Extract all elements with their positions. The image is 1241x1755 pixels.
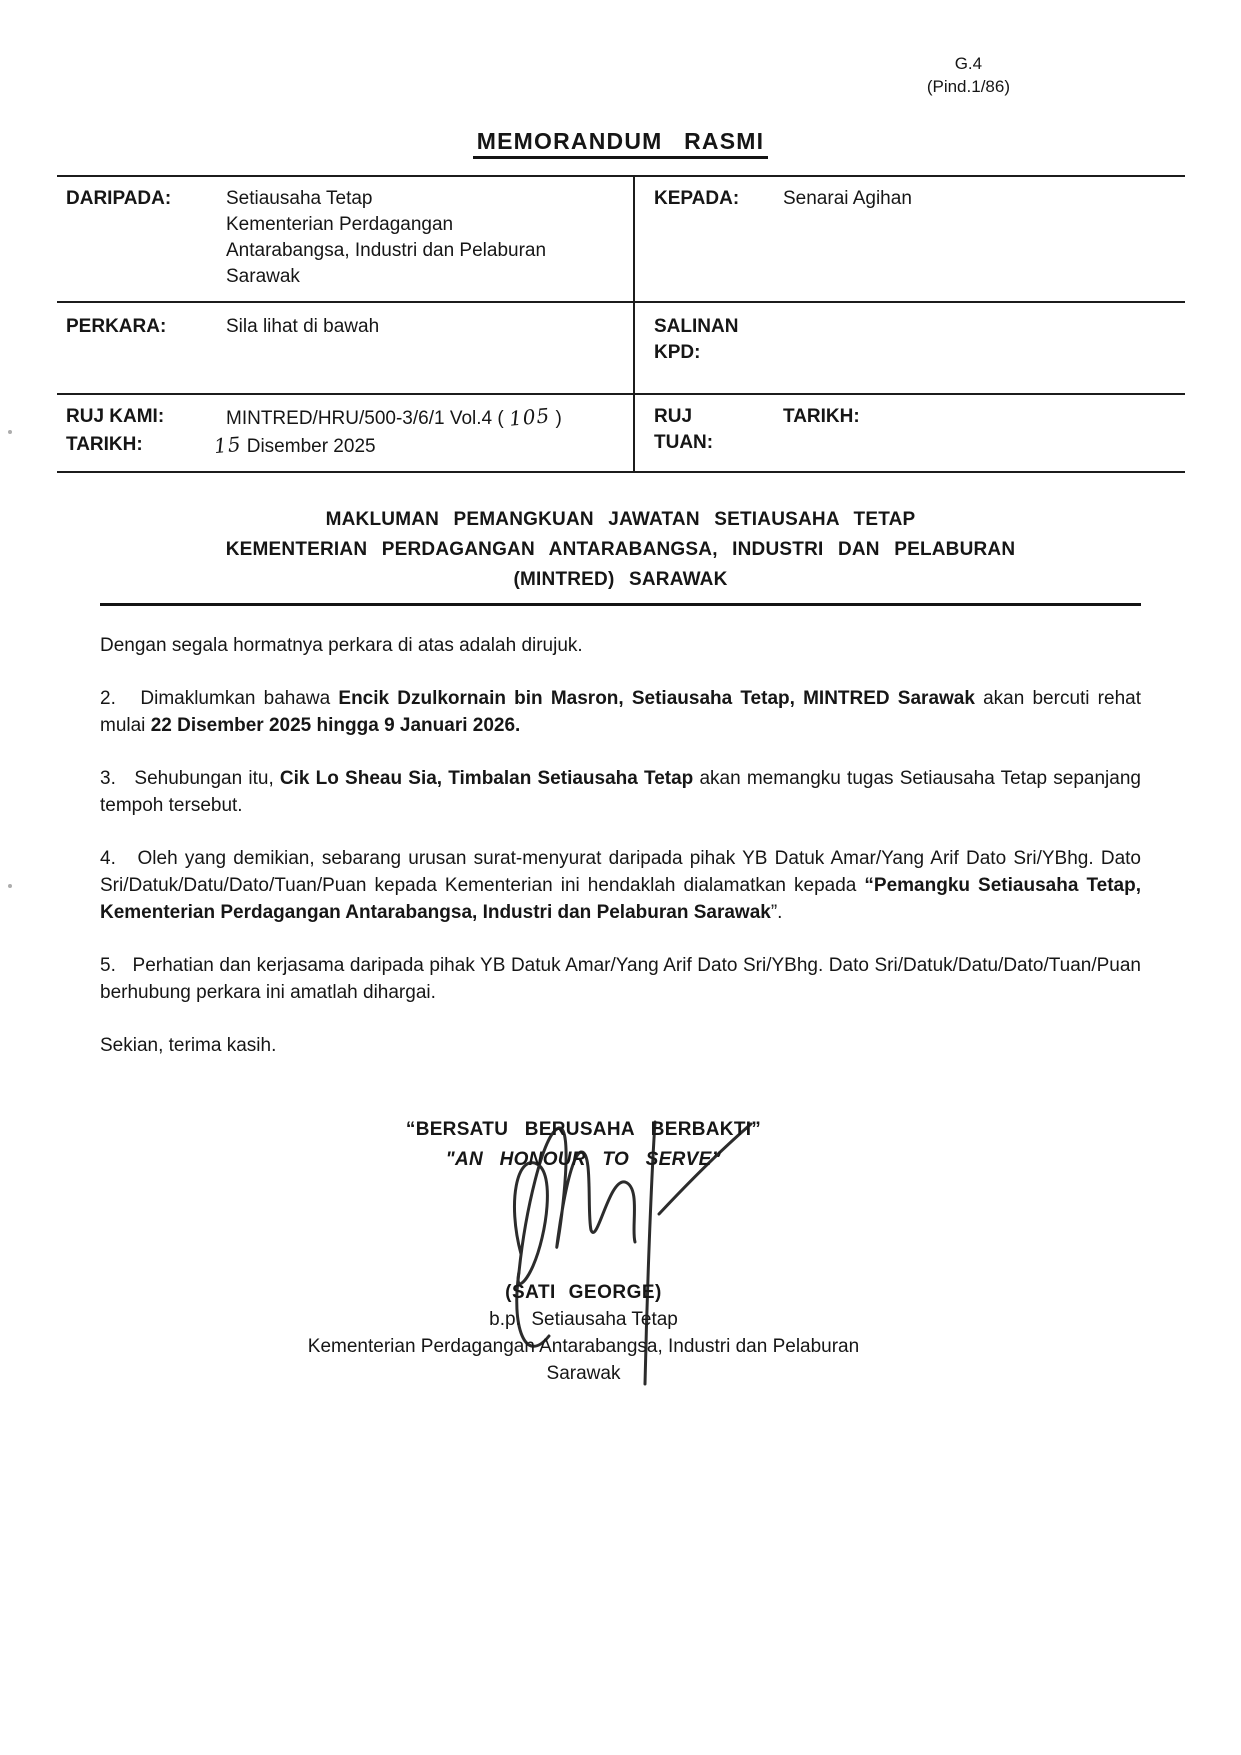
ruj-kami-value (226, 404, 627, 432)
salinan-label-line2: KPD: (654, 342, 701, 363)
subject-line: KEMENTERIAN PERDAGANGAN ANTARABANGSA, INDUSTRI DAN PELABURAN (225, 539, 1016, 560)
row-ruj-tarikh (57, 395, 1185, 471)
kepada-value: Senarai Agihan (783, 188, 912, 209)
ruj-kami-printed: MINTRED/HRU/500-3/6/1 Vol.4 ( (226, 408, 504, 429)
scan-artifact-dot (8, 430, 12, 434)
paragraph-2: 2. Dimaklumkan bahawa Encik Dzulkornain bin Masron, Setiausaha Tetap, MINTRED Sarawak akan bercuti rehat mulai 22 Disember 2025 hingga 9 Januari 2026. (100, 688, 1141, 736)
cell-daripada (57, 177, 633, 301)
kepada-label: KEPADA: (654, 188, 740, 209)
tarikh-value (214, 432, 627, 460)
ruj-tuan-line1: RUJ (654, 406, 693, 427)
tarikh-right-label: TARIKH: (783, 406, 860, 427)
motto-block (63, 1115, 1104, 1175)
form-revision: (Pind.1/86) (926, 77, 1010, 96)
daripada-line: Sarawak (226, 266, 300, 287)
daripada-label: DARIPADA: (66, 188, 172, 209)
signatory-name: (SATI GEORGE) (505, 1282, 662, 1303)
row-perkara-salinan (57, 303, 1185, 395)
signatory-org-line2: Sarawak (546, 1363, 621, 1384)
ruj-kami-suffix: ) (555, 408, 562, 429)
signatory-bp-line: b.p. Setiausaha Tetap (489, 1309, 678, 1330)
salinan-label-line1: SALINAN (654, 316, 739, 337)
signatory-org-line1: Kementerian Perdagangan Antarabangsa, Industri dan Pelaburan (307, 1336, 860, 1357)
ruj-kami-handwritten-number: 105 (508, 403, 552, 431)
motto-english: "AN HONOUR TO SERVE” (445, 1149, 722, 1170)
subject-line: MAKLUMAN PEMANGKUAN JAWATAN SETIAUSAHA TETAP (325, 509, 916, 530)
letter-body (100, 505, 1141, 1387)
daripada-line: Kementerian Perdagangan (226, 214, 454, 235)
subject-heading (100, 505, 1141, 606)
subject-line: (MINTRED) SARAWAK (513, 569, 728, 590)
signature-block (63, 1279, 1104, 1387)
cell-kepada (633, 177, 1185, 301)
tarikh-label: TARIKH: (66, 434, 143, 455)
daripada-line: Setiausaha Tetap (226, 188, 373, 209)
scan-artifact-dot (8, 884, 12, 888)
page-title: MEMORANDUM RASMI (473, 128, 768, 159)
paragraph-3: 3. Sehubungan itu, Cik Lo Sheau Sia, Timbalan Setiausaha Tetap akan memangku tugas Setiausaha Tetap sepanjang tempoh tersebut. (100, 768, 1141, 816)
paragraph-1: Dengan segala hormatnya perkara di atas adalah dirujuk. (100, 635, 583, 656)
form-code-block (927, 52, 1010, 98)
motto-malay: “BERSATU BERUSAHA BERBAKTI” (405, 1119, 762, 1140)
cell-ruj-tuan (633, 395, 1185, 471)
closing-line: Sekian, terima kasih. (100, 1035, 277, 1056)
daripada-value (226, 186, 627, 290)
daripada-line: Antarabangsa, Industri dan Pelaburan (226, 240, 547, 261)
tarikh-handwritten-day: 15 (213, 431, 243, 459)
row-daripada-kepada (57, 177, 1185, 303)
ruj-kami-label: RUJ KAMI: (66, 406, 165, 427)
cell-salinan (633, 303, 1185, 393)
ruj-tuan-label (654, 404, 783, 456)
ruj-tuan-line2: TUAN: (654, 432, 714, 453)
perkara-label: PERKARA: (66, 316, 167, 337)
form-code: G.4 (954, 54, 983, 73)
cell-perkara (57, 303, 633, 393)
paragraph-4: 4. Oleh yang demikian, sebarang urusan surat-menyurat daripada pihak YB Datuk Amar/Yang Arif Dato Sri/YBhg. Dato Sri/Datuk/Datu/Dato/Tuan/Puan kepada Kementerian ini hendaklah dialamatkan kepada “Pemangku Setiausaha Tetap, Kementerian Perdagangan Antarabangsa, Industri dan Pelaburan Sarawak”. (100, 848, 1141, 923)
tarikh-printed: Disember 2025 (246, 436, 376, 457)
perkara-value: Sila lihat di bawah (226, 316, 380, 337)
page-title-wrap (0, 128, 1241, 155)
cell-ruj-kami (57, 395, 633, 471)
memo-header-table (57, 175, 1185, 473)
paragraph-5: 5. Perhatian dan kerjasama daripada pihak YB Datuk Amar/Yang Arif Dato Sri/YBhg. Dato Sri/Datuk/Datu/Dato/Tuan/Puan berhubung perkara ini amatlah dihargai. (100, 955, 1141, 1003)
